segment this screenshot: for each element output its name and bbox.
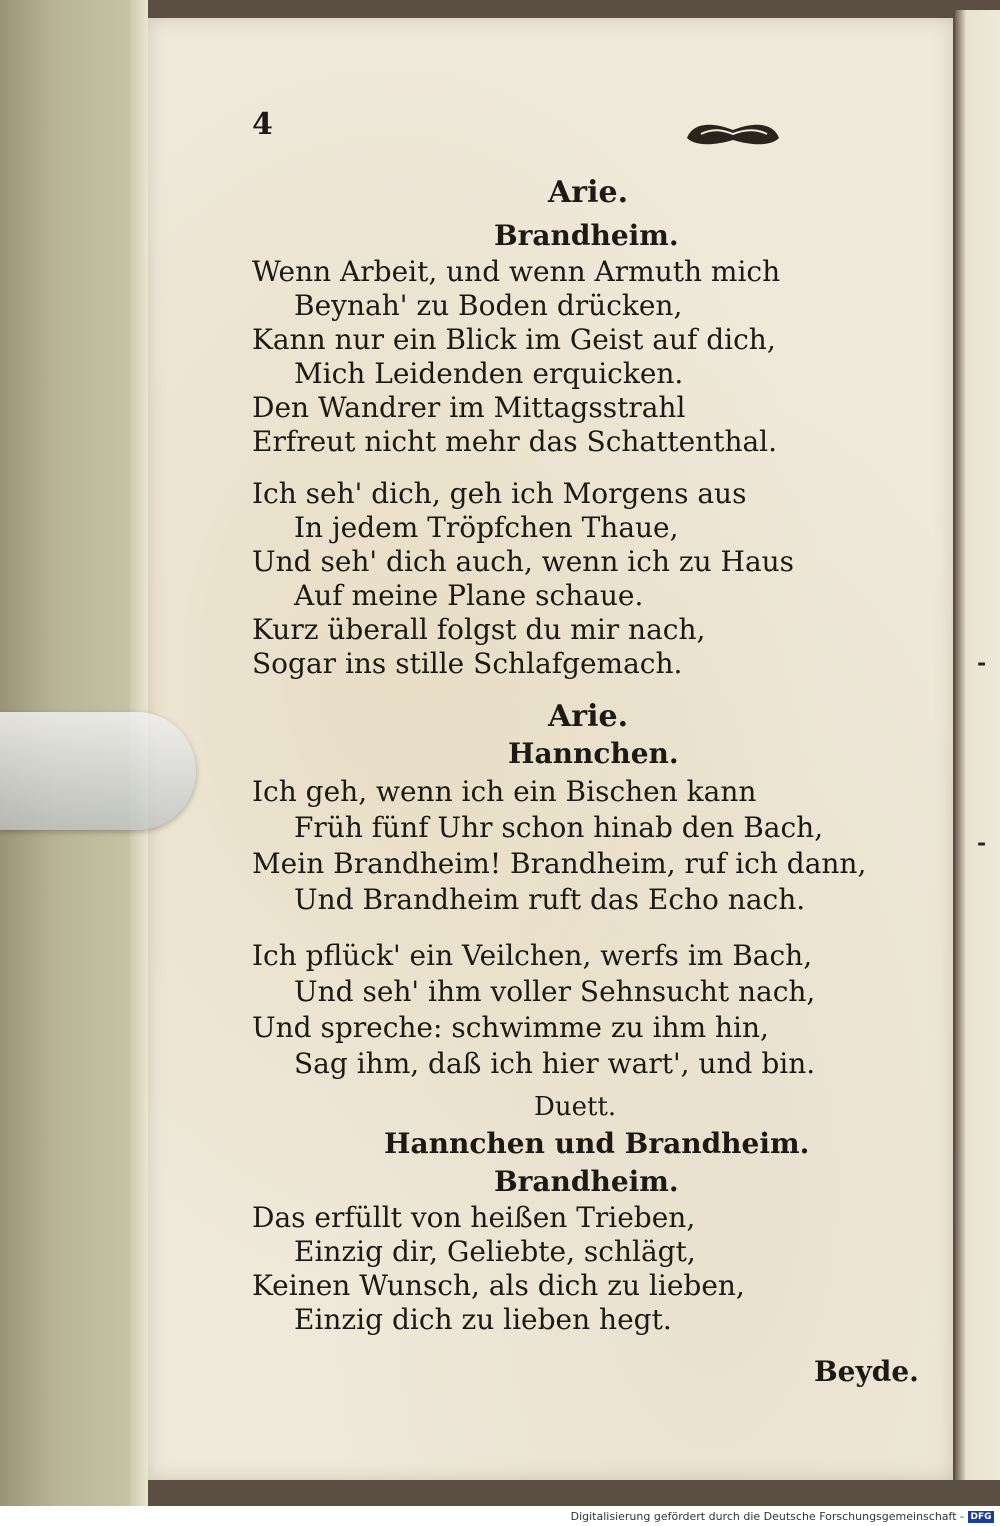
verse-line: Ich pflück' ein Veilchen, werfs im Bach, bbox=[252, 939, 813, 972]
duet-title: Duett. bbox=[534, 1092, 617, 1122]
verse-line: Sogar ins stille Schlafgemach. bbox=[252, 647, 683, 680]
singer-name: Brandheim. bbox=[494, 1165, 679, 1198]
verse-line: Erfreut nicht mehr das Schattenthal. bbox=[252, 425, 778, 458]
verse-line: Kann nur ein Blick im Geist auf dich, bbox=[252, 323, 776, 356]
verse-line: Früh fünf Uhr schon hinab den Bach, bbox=[294, 811, 824, 844]
verse-line: Mich Leidenden erquicken. bbox=[294, 357, 684, 390]
page-holder-clip bbox=[0, 712, 196, 830]
book-page bbox=[148, 18, 953, 1480]
verse-line: Sag ihm, daß ich hier wart', und bin. bbox=[294, 1047, 816, 1080]
singer-name: Brandheim. bbox=[494, 219, 679, 252]
verse-line: Und seh' ihm voller Sehnsucht nach, bbox=[294, 975, 816, 1008]
verse-line: Ich geh, wenn ich ein Bischen kann bbox=[252, 775, 757, 808]
verse-line: Beynah' zu Boden drücken, bbox=[294, 289, 683, 322]
verse-line: Ich seh' dich, geh ich Morgens aus bbox=[252, 477, 747, 510]
verse-line: Wenn Arbeit, und wenn Armuth mich bbox=[252, 255, 781, 288]
decorative-ornament-icon bbox=[683, 116, 783, 152]
funding-credit: Digitalisierung gefördert durch die Deutsche Forschungsgemeinschaft - bbox=[570, 1510, 964, 1523]
footer-bar bbox=[0, 1506, 1000, 1526]
verse-line: Auf meine Plane schaue. bbox=[294, 579, 644, 612]
verse-line: In jedem Tröpfchen Thaue, bbox=[294, 511, 679, 544]
verse-line: Einzig dir, Geliebte, schlägt, bbox=[294, 1235, 696, 1268]
page-number: 4 bbox=[252, 107, 273, 142]
verse-line: Einzig dich zu lieben hegt. bbox=[294, 1303, 672, 1336]
verse-line: Mein Brandheim! Brandheim, ruf ich dann, bbox=[252, 847, 867, 880]
verse-line: Keinen Wunsch, als dich zu lieben, bbox=[252, 1269, 745, 1302]
dfg-logo-icon: DFG bbox=[968, 1511, 994, 1523]
verse-line: Und spreche: schwimme zu ihm hin, bbox=[252, 1011, 769, 1044]
aria-title: Arie. bbox=[548, 699, 629, 734]
singer-name: Hannchen. bbox=[508, 737, 679, 770]
verse-line: Das erfüllt von heißen Trieben, bbox=[252, 1201, 696, 1234]
verse-line: Und seh' dich auch, wenn ich zu Haus bbox=[252, 545, 795, 578]
aria-title: Arie. bbox=[548, 175, 629, 210]
verse-line: Und Brandheim ruft das Echo nach. bbox=[294, 883, 806, 916]
duet-singers: Hannchen und Brandheim. bbox=[384, 1127, 810, 1160]
adjacent-page-glyph: - bbox=[977, 830, 987, 856]
adjacent-page-glyph: - bbox=[977, 650, 987, 676]
catchword: Beyde. bbox=[814, 1355, 919, 1388]
adjacent-page-edge bbox=[955, 10, 1000, 1480]
verse-line: Den Wandrer im Mittagsstrahl bbox=[252, 391, 686, 424]
verse-line: Kurz überall folgst du mir nach, bbox=[252, 613, 706, 646]
